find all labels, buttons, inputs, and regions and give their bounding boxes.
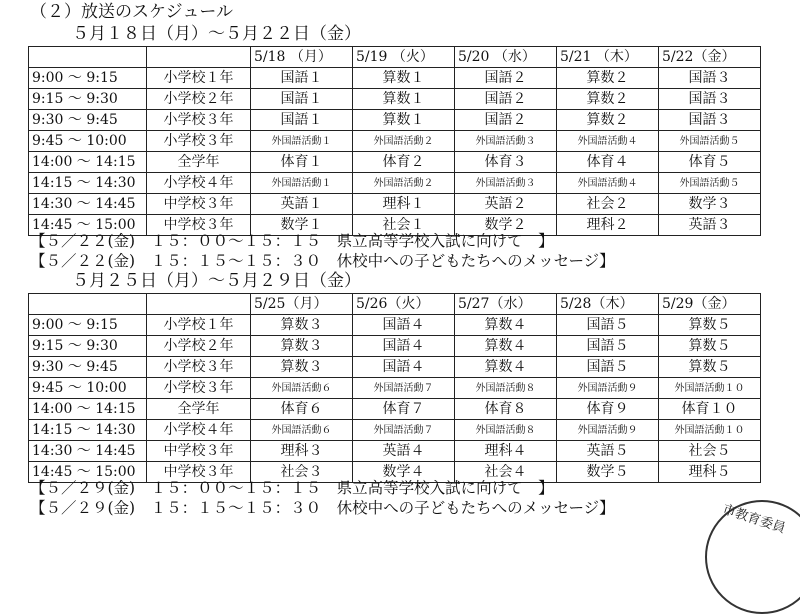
subject-cell: 外国語活動９	[557, 420, 659, 441]
subject-cell: 体育１０	[659, 399, 761, 420]
subject-cell: 社会４	[455, 462, 557, 483]
subject-cell: 理科４	[455, 441, 557, 462]
table-row	[29, 89, 761, 110]
subject-cell: 国語３	[659, 110, 761, 131]
subject-cell: 国語３	[659, 89, 761, 110]
week2-schedule-table	[28, 293, 761, 483]
week2-note-exam: 【５／２９(金) １５：００～１５：１５ 県立高等学校入試に向けて 】	[30, 479, 554, 497]
table-row	[29, 152, 761, 173]
subject-cell: 外国語活動４	[557, 173, 659, 194]
header-blank-cell	[29, 294, 147, 315]
date-header-cell: 5/27（水）	[455, 294, 557, 315]
subject-cell: 算数５	[659, 357, 761, 378]
table-row	[29, 173, 761, 194]
subject-cell: 外国語活動６	[251, 420, 353, 441]
subject-cell: 理科２	[557, 215, 659, 236]
subject-cell: 英語３	[659, 215, 761, 236]
subject-cell: 外国語活動３	[455, 173, 557, 194]
subject-cell: 国語５	[557, 336, 659, 357]
subject-cell: 英語４	[353, 441, 455, 462]
subject-cell: 数学２	[455, 215, 557, 236]
table-row	[29, 441, 761, 462]
date-header-cell: 5/22（金）	[659, 47, 761, 68]
grade-cell: 小学校２年	[147, 336, 251, 357]
subject-cell: 社会３	[251, 462, 353, 483]
date-header-cell: 5/28（木）	[557, 294, 659, 315]
subject-cell: 算数３	[251, 357, 353, 378]
grade-cell: 小学校３年	[147, 357, 251, 378]
grade-cell: 小学校３年	[147, 378, 251, 399]
subject-cell: 外国語活動４	[557, 131, 659, 152]
week1-note-message: 【５／２２(金) １５：１５～１５：３０ 休校中への子どもたちへのメッセージ】	[30, 252, 615, 270]
time-cell: 14:00 ～ 14:15	[29, 399, 147, 420]
week1-schedule-table	[28, 46, 761, 236]
date-header-cell: 5/25（月）	[251, 294, 353, 315]
subject-cell: 外国語活動１	[251, 173, 353, 194]
subject-cell: 外国語活動２	[353, 173, 455, 194]
subject-cell: 外国語活動３	[455, 131, 557, 152]
subject-cell: 体育１	[251, 152, 353, 173]
subject-cell: 国語１	[251, 68, 353, 89]
subject-cell: 国語２	[455, 68, 557, 89]
subject-cell: 数学５	[557, 462, 659, 483]
subject-cell: 国語２	[455, 89, 557, 110]
header-blank-cell	[147, 294, 251, 315]
date-header-cell: 5/19 （火）	[353, 47, 455, 68]
time-cell: 9:45 ～ 10:00	[29, 131, 147, 152]
subject-cell: 体育７	[353, 399, 455, 420]
subject-cell: 算数３	[251, 315, 353, 336]
subject-cell: 算数５	[659, 315, 761, 336]
grade-cell: 小学校３年	[147, 110, 251, 131]
table-row	[29, 399, 761, 420]
time-cell: 9:30 ～ 9:45	[29, 110, 147, 131]
grade-cell: 小学校４年	[147, 420, 251, 441]
time-cell: 14:00 ～ 14:15	[29, 152, 147, 173]
header-blank-cell	[29, 47, 147, 68]
subject-cell: 社会１	[353, 215, 455, 236]
subject-cell: 社会２	[557, 194, 659, 215]
table-row	[29, 336, 761, 357]
table-row	[29, 315, 761, 336]
time-cell: 14:15 ～ 14:30	[29, 420, 147, 441]
time-cell: 9:00 ～ 9:15	[29, 315, 147, 336]
week2-note-message: 【５／２９(金) １５：１５～１５：３０ 休校中への子どもたちへのメッセージ】	[30, 499, 615, 517]
time-cell: 9:45 ～ 10:00	[29, 378, 147, 399]
subject-cell: 体育６	[251, 399, 353, 420]
table-row	[29, 68, 761, 89]
subject-cell: 外国語活動７	[353, 420, 455, 441]
subject-cell: 外国語活動８	[455, 420, 557, 441]
date-header-cell: 5/20 （水）	[455, 47, 557, 68]
subject-cell: 算数４	[455, 357, 557, 378]
subject-cell: 外国語活動８	[455, 378, 557, 399]
subject-cell: 算数４	[455, 315, 557, 336]
subject-cell: 国語４	[353, 336, 455, 357]
subject-cell: 算数１	[353, 68, 455, 89]
time-cell: 14:45 ～ 15:00	[29, 215, 147, 236]
subject-cell: 外国語活動１	[251, 131, 353, 152]
subject-cell: 理科１	[353, 194, 455, 215]
table-row	[29, 194, 761, 215]
subject-cell: 英語１	[251, 194, 353, 215]
table-row	[29, 378, 761, 399]
table-row	[29, 131, 761, 152]
subject-cell: 体育２	[353, 152, 455, 173]
subject-cell: 外国語活動９	[557, 378, 659, 399]
table-row	[29, 420, 761, 441]
subject-cell: 国語５	[557, 357, 659, 378]
subject-cell: 体育５	[659, 152, 761, 173]
seal-text: 市教育委員	[720, 502, 788, 537]
time-cell: 9:15 ～ 9:30	[29, 89, 147, 110]
subject-cell: 社会５	[659, 441, 761, 462]
grade-cell: 中学校３年	[147, 462, 251, 483]
week1-title: ５月１８日（月）～５月２２日（金）	[72, 24, 361, 44]
subject-cell: 算数１	[353, 89, 455, 110]
time-cell: 9:15 ～ 9:30	[29, 336, 147, 357]
subject-cell: 算数４	[455, 336, 557, 357]
subject-cell: 理科３	[251, 441, 353, 462]
time-cell: 9:00 ～ 9:15	[29, 68, 147, 89]
subject-cell: 外国語活動１０	[659, 420, 761, 441]
grade-cell: 小学校１年	[147, 315, 251, 336]
subject-cell: 国語４	[353, 315, 455, 336]
week2-title: ５月２５日（月）～５月２９日（金）	[72, 271, 361, 291]
subject-cell: 算数１	[353, 110, 455, 131]
date-header-cell: 5/18 （月）	[251, 47, 353, 68]
subject-cell: 算数２	[557, 89, 659, 110]
date-header-cell: 5/29（金）	[659, 294, 761, 315]
time-cell: 9:30 ～ 9:45	[29, 357, 147, 378]
subject-cell: 国語３	[659, 68, 761, 89]
date-header-cell: 5/21 （木）	[557, 47, 659, 68]
grade-cell: 全学年	[147, 399, 251, 420]
subject-cell: 数学４	[353, 462, 455, 483]
subject-cell: 国語２	[455, 110, 557, 131]
subject-cell: 英語５	[557, 441, 659, 462]
subject-cell: 外国語活動７	[353, 378, 455, 399]
grade-cell: 中学校３年	[147, 441, 251, 462]
subject-cell: 体育９	[557, 399, 659, 420]
table-row	[29, 357, 761, 378]
subject-cell: 体育４	[557, 152, 659, 173]
subject-cell: 数学１	[251, 215, 353, 236]
grade-cell: 小学校３年	[147, 131, 251, 152]
subject-cell: 体育３	[455, 152, 557, 173]
week1-note-exam: 【５／２２(金) １５：００～１５：１５ 県立高等学校入試に向けて 】	[30, 232, 554, 250]
header-row	[29, 47, 761, 68]
grade-cell: 小学校１年	[147, 68, 251, 89]
grade-cell: 中学校３年	[147, 194, 251, 215]
subject-cell: 外国語活動５	[659, 173, 761, 194]
subject-cell: 外国語活動５	[659, 131, 761, 152]
subject-cell: 数学３	[659, 194, 761, 215]
grade-cell: 小学校４年	[147, 173, 251, 194]
time-cell: 14:15 ～ 14:30	[29, 173, 147, 194]
subject-cell: 国語４	[353, 357, 455, 378]
subject-cell: 外国語活動１０	[659, 378, 761, 399]
subject-cell: 外国語活動２	[353, 131, 455, 152]
time-cell: 14:30 ～ 14:45	[29, 441, 147, 462]
subject-cell: 英語２	[455, 194, 557, 215]
grade-cell: 小学校２年	[147, 89, 251, 110]
subject-cell: 国語１	[251, 110, 353, 131]
subject-cell: 国語１	[251, 89, 353, 110]
subject-cell: 算数３	[251, 336, 353, 357]
time-cell: 14:45 ～ 15:00	[29, 462, 147, 483]
grade-cell: 全学年	[147, 152, 251, 173]
subject-cell: 外国語活動６	[251, 378, 353, 399]
header-blank-cell	[147, 47, 251, 68]
section-heading: （２）放送のスケジュール	[30, 2, 233, 22]
header-row	[29, 294, 761, 315]
time-cell: 14:30 ～ 14:45	[29, 194, 147, 215]
date-header-cell: 5/26（火）	[353, 294, 455, 315]
subject-cell: 体育８	[455, 399, 557, 420]
subject-cell: 算数２	[557, 68, 659, 89]
subject-cell: 理科５	[659, 462, 761, 483]
subject-cell: 国語５	[557, 315, 659, 336]
subject-cell: 算数５	[659, 336, 761, 357]
subject-cell: 算数２	[557, 110, 659, 131]
table-row	[29, 110, 761, 131]
grade-cell: 中学校３年	[147, 215, 251, 236]
